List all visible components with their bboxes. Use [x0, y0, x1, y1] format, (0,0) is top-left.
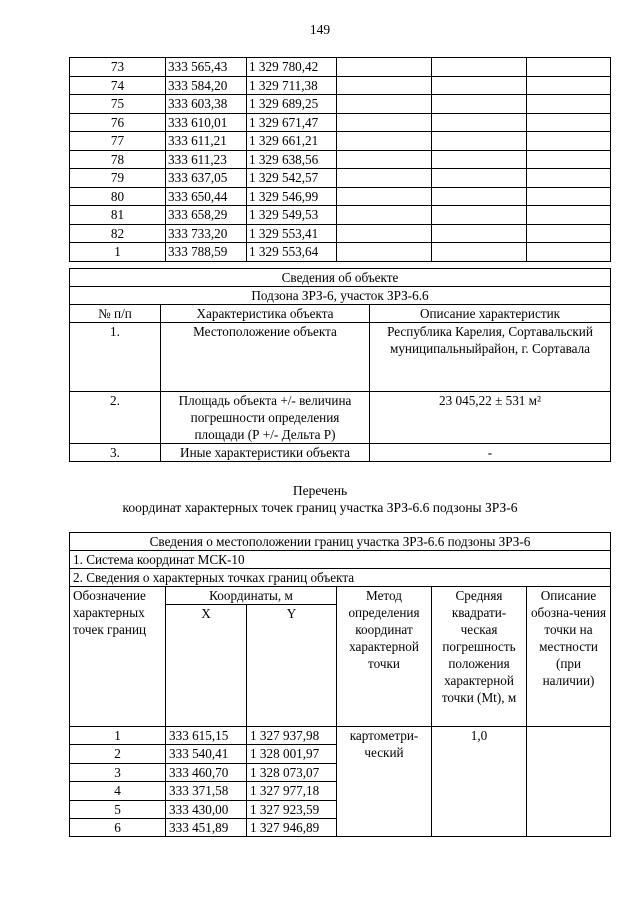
coord-y: 1 327 977,18 — [247, 782, 337, 800]
coord-y: 1 329 542,57 — [247, 169, 337, 188]
list-heading: Перечень — [292, 483, 348, 498]
point-description-cell — [527, 727, 611, 837]
coord-y: 1 329 546,99 — [247, 187, 337, 206]
header-number: № п/п — [70, 305, 161, 323]
page-number: 149 — [309, 22, 331, 37]
empty-cell — [527, 150, 611, 169]
coord-x: 333 584,20 — [166, 76, 247, 95]
object-info-title: Сведения об объекте — [70, 269, 611, 287]
empty-cell — [527, 58, 611, 77]
header-x: X — [166, 605, 247, 727]
empty-cell — [527, 187, 611, 206]
coordinate-system: 1. Система координат МСК-10 — [70, 551, 611, 569]
coord-x: 333 611,21 — [166, 132, 247, 151]
point-number: 2 — [70, 745, 166, 763]
point-number: 4 — [70, 782, 166, 800]
table-row — [70, 206, 611, 225]
empty-cell — [527, 243, 611, 262]
empty-cell — [432, 132, 527, 151]
table-row — [70, 243, 611, 262]
empty-cell — [527, 95, 611, 114]
empty-cell — [337, 132, 432, 151]
empty-cell — [432, 243, 527, 262]
header-y: Y — [247, 605, 337, 727]
coord-x: 333 371,58 — [166, 782, 247, 800]
row-description: 23 045,22 ± 531 м² — [370, 392, 611, 444]
header-point-description: Описание обозна-чения точки на местности (при наличии) — [527, 587, 611, 727]
coord-y: 1 329 671,47 — [247, 113, 337, 132]
table-row — [70, 727, 611, 745]
row-characteristic: Иные характеристики объекта — [161, 444, 370, 462]
coord-x: 333 658,29 — [166, 206, 247, 225]
empty-cell — [432, 206, 527, 225]
coord-y: 1 328 001,97 — [247, 745, 337, 763]
empty-cell — [527, 169, 611, 188]
point-number: 74 — [70, 76, 166, 95]
point-number: 81 — [70, 206, 166, 225]
coord-y: 1 329 689,25 — [247, 95, 337, 114]
coord-x: 333 565,43 — [166, 58, 247, 77]
point-number: 5 — [70, 800, 166, 818]
empty-cell — [337, 58, 432, 77]
header-method: Метод определения координат характерной точки — [337, 587, 432, 727]
coord-y: 1 327 946,89 — [247, 819, 337, 837]
coord-x: 333 733,20 — [166, 224, 247, 243]
empty-cell — [337, 150, 432, 169]
point-number: 75 — [70, 95, 166, 114]
point-number: 80 — [70, 187, 166, 206]
point-number: 1 — [70, 243, 166, 262]
table-row — [70, 169, 611, 188]
coordinates-table-continued — [69, 57, 611, 262]
coord-x: 333 610,01 — [166, 113, 247, 132]
row-description: - — [370, 444, 611, 462]
coord-x: 333 611,23 — [166, 150, 247, 169]
coord-y: 1 329 553,41 — [247, 224, 337, 243]
coord-x: 333 430,00 — [166, 800, 247, 818]
row-characteristic: Площадь объекта +/- величина погрешности определения площади (Р +/- Дельта Р) — [161, 392, 370, 444]
coord-y: 1 329 661,21 — [247, 132, 337, 151]
boundary-points-table — [69, 532, 611, 837]
row-description: Республика Карелия, Сортавальский муниципальныйрайон, г. Сортавала — [370, 323, 611, 392]
point-number: 79 — [70, 169, 166, 188]
empty-cell — [527, 206, 611, 225]
point-number: 3 — [70, 763, 166, 781]
empty-cell — [527, 224, 611, 243]
location-title: Сведения о местоположении границ участка ЗРЗ-6.6 подзоны ЗРЗ-6 — [70, 533, 611, 551]
table-row — [70, 224, 611, 243]
coord-x: 333 603,38 — [166, 95, 247, 114]
coord-y: 1 328 073,07 — [247, 763, 337, 781]
empty-cell — [432, 187, 527, 206]
error-value: 1,0 — [432, 727, 527, 837]
point-number: 77 — [70, 132, 166, 151]
header-characteristic: Характеристика объекта — [161, 305, 370, 323]
empty-cell — [337, 95, 432, 114]
empty-cell — [432, 150, 527, 169]
empty-cell — [337, 187, 432, 206]
empty-cell — [432, 224, 527, 243]
coord-y: 1 329 780,42 — [247, 58, 337, 77]
empty-cell — [432, 76, 527, 95]
point-number: 6 — [70, 819, 166, 837]
table-row — [70, 150, 611, 169]
coord-y: 1 329 638,56 — [247, 150, 337, 169]
empty-cell — [527, 132, 611, 151]
coord-y: 1 329 549,53 — [247, 206, 337, 225]
table-row — [70, 76, 611, 95]
empty-cell — [527, 113, 611, 132]
empty-cell — [432, 169, 527, 188]
empty-cell — [337, 243, 432, 262]
row-number: 2. — [70, 392, 161, 444]
empty-cell — [337, 113, 432, 132]
object-info-table — [69, 268, 611, 462]
empty-cell — [432, 113, 527, 132]
coord-x: 333 451,89 — [166, 819, 247, 837]
header-error: Средняя квадрати-ческая погрешность положения характерной точки (Mt), м — [432, 587, 527, 727]
empty-cell — [337, 206, 432, 225]
row-number: 1. — [70, 323, 161, 392]
coord-x: 333 788,59 — [166, 243, 247, 262]
object-info-subtitle: Подзона ЗРЗ-6, участок ЗРЗ-6.6 — [70, 287, 611, 305]
table-row — [70, 113, 611, 132]
empty-cell — [337, 224, 432, 243]
list-subheading: координат характерных точек границ участка ЗРЗ-6.6 подзоны ЗРЗ-6 — [122, 500, 518, 515]
coord-y: 1 327 937,98 — [247, 727, 337, 745]
coord-x: 333 460,70 — [166, 763, 247, 781]
coord-x: 333 540,41 — [166, 745, 247, 763]
row-number: 3. — [70, 444, 161, 462]
header-designation: Обозначение характерных точек границ — [70, 587, 166, 727]
empty-cell — [337, 76, 432, 95]
header-description: Описание характеристик — [370, 305, 611, 323]
row-characteristic: Местоположение объекта — [161, 323, 370, 392]
table-row — [70, 187, 611, 206]
table-row — [70, 58, 611, 77]
point-number: 82 — [70, 224, 166, 243]
coord-x: 333 637,05 — [166, 169, 247, 188]
coord-x: 333 650,44 — [166, 187, 247, 206]
point-number: 78 — [70, 150, 166, 169]
empty-cell — [337, 169, 432, 188]
empty-cell — [527, 76, 611, 95]
empty-cell — [432, 58, 527, 77]
table-row — [70, 95, 611, 114]
points-section: 2. Сведения о характерных точках границ объекта — [70, 569, 611, 587]
coord-x: 333 615,15 — [166, 727, 247, 745]
coord-y: 1 329 711,38 — [247, 76, 337, 95]
point-number: 73 — [70, 58, 166, 77]
coord-y: 1 329 553,64 — [247, 243, 337, 262]
header-coordinates: Координаты, м — [166, 587, 337, 605]
point-number: 76 — [70, 113, 166, 132]
coord-y: 1 327 923,59 — [247, 800, 337, 818]
empty-cell — [432, 95, 527, 114]
point-number: 1 — [70, 727, 166, 745]
method-value: картометри-ческий — [337, 727, 432, 837]
table-row — [70, 132, 611, 151]
